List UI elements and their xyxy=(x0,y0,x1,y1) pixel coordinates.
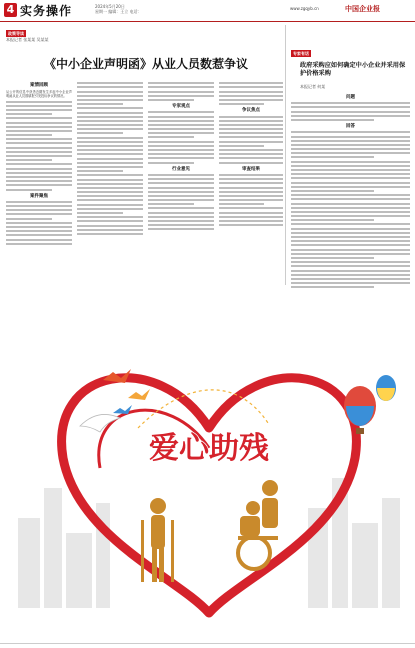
right-article-byline: 本报记者 何某 xyxy=(300,84,326,89)
column-divider xyxy=(285,25,286,285)
left-article-column-4 xyxy=(219,80,283,302)
right-article-tag: 专家有话 xyxy=(293,51,309,56)
charity-artwork xyxy=(8,308,410,640)
subhead: 案情回顾 xyxy=(30,83,48,88)
subhead: 争议焦点 xyxy=(242,108,260,114)
subhead: 问题 xyxy=(346,95,355,100)
left-article-column-2 xyxy=(77,80,143,302)
artwork-headline: 爱心助残 xyxy=(149,431,269,466)
hot-air-balloon-icon xyxy=(344,386,376,434)
left-article-byline: 本报记者 张某某 吴某某 xyxy=(6,37,49,42)
section-title: 实务操作 xyxy=(20,4,73,18)
page-footer-rule xyxy=(0,643,415,644)
page-number: 4 xyxy=(4,3,17,17)
issue-meta: 2024年5月20日 星期一 编辑：王立 电话： xyxy=(95,4,142,14)
article-intro: 从公开的信息中获悉近期发生多起中小企业声明函从业人员数填报引发投标争议的情况。 xyxy=(6,90,72,99)
subhead: 回答 xyxy=(346,124,355,130)
page-header xyxy=(0,0,415,22)
artwork-svg xyxy=(8,308,410,640)
hot-air-balloon-icon xyxy=(376,375,396,401)
left-article-column-1 xyxy=(6,80,72,302)
right-article-body xyxy=(291,92,410,304)
dove-icon xyxy=(80,414,120,432)
subhead: 案件聚焦 xyxy=(30,193,48,199)
left-article-tag: 政策导读 xyxy=(8,31,24,36)
website-url[interactable]: www.zgqyb.cn xyxy=(290,6,319,11)
newspaper-logo: 中国企业报 xyxy=(345,4,380,13)
wheelchair-user-icon xyxy=(238,480,278,569)
subhead: 行业意见 xyxy=(172,166,190,172)
left-article-column-3 xyxy=(148,80,214,302)
left-article-title: 《中小企业声明函》从业人员数惹争议 xyxy=(43,57,248,71)
right-article-title: 政府采购应如何确定中小企业并采用保护价格采购 xyxy=(300,62,406,77)
subhead: 审查结果 xyxy=(242,166,260,172)
subhead: 专家观点 xyxy=(172,104,190,110)
